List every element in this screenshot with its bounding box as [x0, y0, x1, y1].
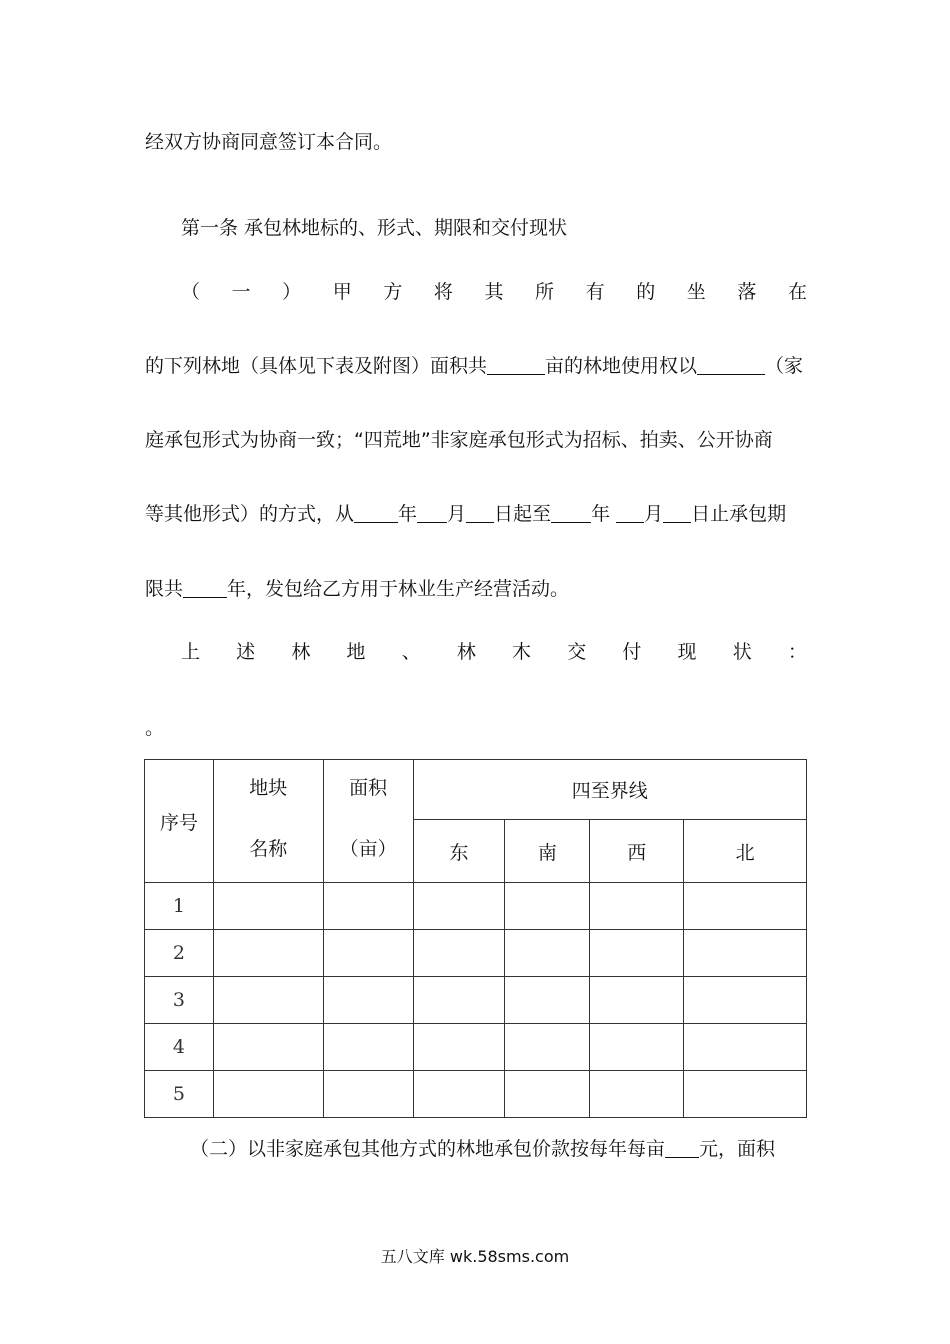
fill-blank-price[interactable]	[665, 1138, 699, 1158]
table-row	[145, 1024, 807, 1071]
text: 年	[398, 503, 418, 525]
forest-land-table	[144, 759, 807, 1118]
fill-blank-start-month[interactable]	[417, 503, 447, 523]
paragraph-8-line	[190, 1134, 807, 1161]
char: （	[181, 281, 201, 303]
header-area	[323, 760, 413, 883]
header-south: 南	[505, 820, 590, 883]
paragraph-7-line: 。	[145, 717, 165, 739]
fill-blank-area[interactable]	[487, 355, 545, 375]
cell-north[interactable]	[684, 1071, 807, 1118]
cell-south[interactable]	[505, 1024, 590, 1071]
text: 年，发包给乙方用于林业生产经营活动。	[227, 578, 570, 600]
text: 的下列林地（具体见下表及附图）面积共	[145, 355, 488, 377]
char: 在	[787, 281, 807, 303]
char: ：	[787, 641, 807, 663]
text: 月	[644, 503, 664, 525]
text: 月	[447, 503, 467, 525]
cell-plot-name[interactable]	[213, 930, 323, 977]
char: 方	[383, 281, 403, 303]
cell-north[interactable]	[684, 977, 807, 1024]
cell-area[interactable]	[323, 977, 413, 1024]
header-east: 东	[413, 820, 505, 883]
text: （家	[765, 355, 804, 377]
cell-south[interactable]	[505, 930, 590, 977]
char: 将	[433, 281, 453, 303]
cell-west[interactable]	[590, 977, 684, 1024]
cell-area[interactable]	[323, 930, 413, 977]
fill-blank-start-year[interactable]	[354, 503, 398, 523]
cell-south[interactable]	[505, 977, 590, 1024]
cell-east[interactable]	[413, 1071, 505, 1118]
cell-west[interactable]	[590, 930, 684, 977]
cell-south[interactable]	[505, 1071, 590, 1118]
char: 交	[567, 641, 587, 663]
paragraph-3-line: 庭承包形式为协商一致；“四荒地”非家庭承包形式为招标、拍卖、公开协商	[145, 429, 773, 451]
paragraph-2-line	[145, 351, 807, 378]
text: 元，面积	[699, 1138, 776, 1160]
cell-north[interactable]	[684, 1024, 807, 1071]
header-area-1: 面积	[349, 777, 388, 799]
cell-west[interactable]	[590, 1071, 684, 1118]
paragraph-5-line	[145, 574, 807, 601]
fill-blank-start-day[interactable]	[466, 503, 494, 523]
fill-blank-method[interactable]	[697, 355, 765, 375]
table-row	[145, 883, 807, 930]
row-serial: 1	[145, 883, 214, 930]
cell-east[interactable]	[413, 977, 505, 1024]
text: 亩的林地使用权以	[545, 355, 698, 377]
table-row	[145, 930, 807, 977]
char: 付	[622, 641, 642, 663]
row-serial: 4	[145, 1024, 214, 1071]
header-area-2: （亩）	[339, 838, 397, 860]
cell-west[interactable]	[590, 883, 684, 930]
footer-watermark: 五八文库 wk.58sms.com	[380, 1247, 570, 1266]
cell-plot-name[interactable]	[213, 1071, 323, 1118]
text: 年	[591, 503, 617, 525]
header-north: 北	[684, 820, 807, 883]
paragraph-6-line	[181, 637, 807, 664]
text: 限共	[145, 578, 184, 600]
cell-plot-name[interactable]	[213, 1024, 323, 1071]
paragraph-1-line	[181, 277, 807, 304]
table-row	[145, 1071, 807, 1118]
header-west: 西	[590, 820, 684, 883]
cell-east[interactable]	[413, 930, 505, 977]
char: 现	[677, 641, 697, 663]
paragraph-4-line	[145, 499, 807, 526]
header-serial: 序号	[145, 760, 214, 883]
cell-east[interactable]	[413, 1024, 505, 1071]
cell-north[interactable]	[684, 883, 807, 930]
article-heading: 第一条 承包林地标的、形式、期限和交付现状	[181, 217, 568, 239]
char: 、	[401, 641, 421, 663]
char: ）	[282, 281, 302, 303]
char: 木	[512, 641, 532, 663]
header-plot-name-1: 地块	[249, 777, 288, 799]
fill-blank-term-years[interactable]	[183, 578, 227, 598]
char: 落	[737, 281, 757, 303]
text: （二）以非家庭承包其他方式的林地承包价款按每年每亩	[190, 1138, 666, 1160]
char: 所	[535, 281, 555, 303]
cell-area[interactable]	[323, 883, 413, 930]
char: 其	[484, 281, 504, 303]
row-serial: 2	[145, 930, 214, 977]
cell-area[interactable]	[323, 1024, 413, 1071]
text: 等其他形式）的方式，从	[145, 503, 355, 525]
text: 日起至	[494, 503, 552, 525]
char: 坐	[686, 281, 706, 303]
paragraph-conclusion: 经双方协商同意签订本合同。	[145, 131, 393, 153]
table-row	[145, 977, 807, 1024]
char: 林	[456, 641, 476, 663]
char: 有	[585, 281, 605, 303]
row-serial: 3	[145, 977, 214, 1024]
fill-blank-end-year[interactable]	[551, 503, 591, 523]
header-plot-name	[213, 760, 323, 883]
header-plot-name-2: 名称	[249, 838, 288, 860]
char: 地	[346, 641, 366, 663]
cell-west[interactable]	[590, 1024, 684, 1071]
char: 甲	[332, 281, 352, 303]
char: 上	[181, 641, 201, 663]
cell-plot-name[interactable]	[213, 883, 323, 930]
fill-blank-end-day[interactable]	[663, 503, 691, 523]
header-boundaries: 四至界线	[413, 760, 806, 820]
fill-blank-end-month[interactable]	[616, 503, 644, 523]
text: 日止承包期	[691, 503, 787, 525]
char: 一	[231, 281, 251, 303]
char: 林	[291, 641, 311, 663]
row-serial: 5	[145, 1071, 214, 1118]
cell-area[interactable]	[323, 1071, 413, 1118]
char: 状	[732, 641, 752, 663]
char: 述	[236, 641, 256, 663]
cell-east[interactable]	[413, 883, 505, 930]
cell-north[interactable]	[684, 930, 807, 977]
cell-south[interactable]	[505, 883, 590, 930]
cell-plot-name[interactable]	[213, 977, 323, 1024]
char: 的	[636, 281, 656, 303]
